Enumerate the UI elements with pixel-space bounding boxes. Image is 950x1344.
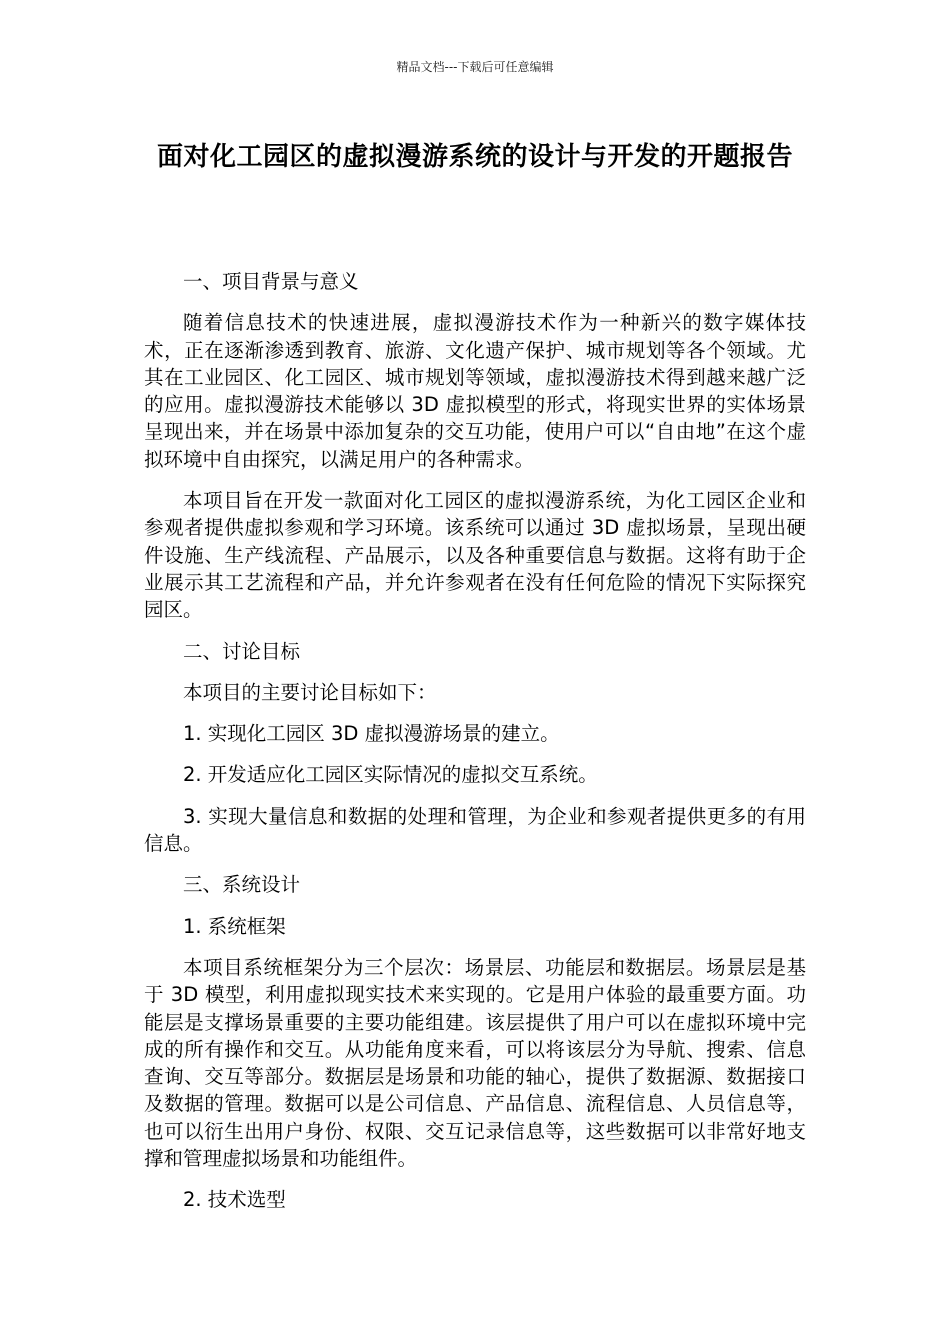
paragraph: 随着信息技术的快速进展，虚拟漫游技术作为一种新兴的数字媒体技术，正在逐渐渗透到教育、旅游、文化遗产保护、城市规划等各个领域。尤其在工业园区、化工园区、城市规划等领域，虚拟漫游技术得到越来越广泛的应用。虚拟漫游技术能够以 3D 虚拟模型的形式，将现实世界的实体场景呈现出来，并在场景中添加复杂的交互功能，使用户可以“自由地”在这个虚拟环境中自由探究，以满足用户的各种需求。: [144, 311, 806, 471]
header-note: 精品文档---下载后可任意编辑: [396, 60, 554, 74]
paragraph: 本项目系统框架分为三个层次：场景层、功能层和数据层。场景层是基于 3D 模型，利用虚拟现实技术来实现的。它是用户体验的最重要方面。功能层是支撑场景重要的主要功能组建。该层提供了用户可以在虚拟环境中完成的所有操作和交互。从功能角度来看，可以将该层分为导航、搜索、信息查询、交互等部分。数据层是场景和功能的轴心，提供了数据源、数据接口及数据的管理。数据可以是公司信息、产品信息、流程信息、人员信息等，也可以衍生出用户身份、权限、交互记录信息等，这些数据可以非常好地支撑和管理虚拟场景和功能组件。: [144, 955, 806, 1171]
subsection-heading: 2. 技术选型: [183, 1188, 286, 1212]
paragraph: 本项目旨在开发一款面对化工园区的虚拟漫游系统，为化工园区企业和参观者提供虚拟参观和学习环境。该系统可以通过 3D 虚拟场景，呈现出硬件设施、生产线流程、产品展示，以及各种重要信息与数据。这将有助于企业展示其工艺流程和产品，并允许参观者在没有任何危险的情况下实际探究园区。: [144, 489, 806, 622]
document-body: [144, 268, 806, 1228]
list-item: 3. 实现大量信息和数据的处理和管理，为企业和参观者提供更多的有用信息。: [144, 804, 806, 856]
section-heading: 一、项目背景与意义: [183, 270, 359, 293]
document-title: 面对化工园区的虚拟漫游系统的设计与开发的开题报告: [156, 142, 793, 172]
section-heading: 二、讨论目标: [183, 639, 301, 663]
section-heading: 三、系统设计: [183, 873, 301, 897]
list-item: 1. 实现化工园区 3D 虚拟漫游场景的建立。: [183, 722, 560, 746]
list-item: 2. 开发适应化工园区实际情况的虚拟交互系统。: [183, 763, 598, 787]
subsection-heading: 1. 系统框架: [183, 914, 286, 938]
paragraph: 本项目的主要讨论目标如下：: [183, 680, 437, 704]
